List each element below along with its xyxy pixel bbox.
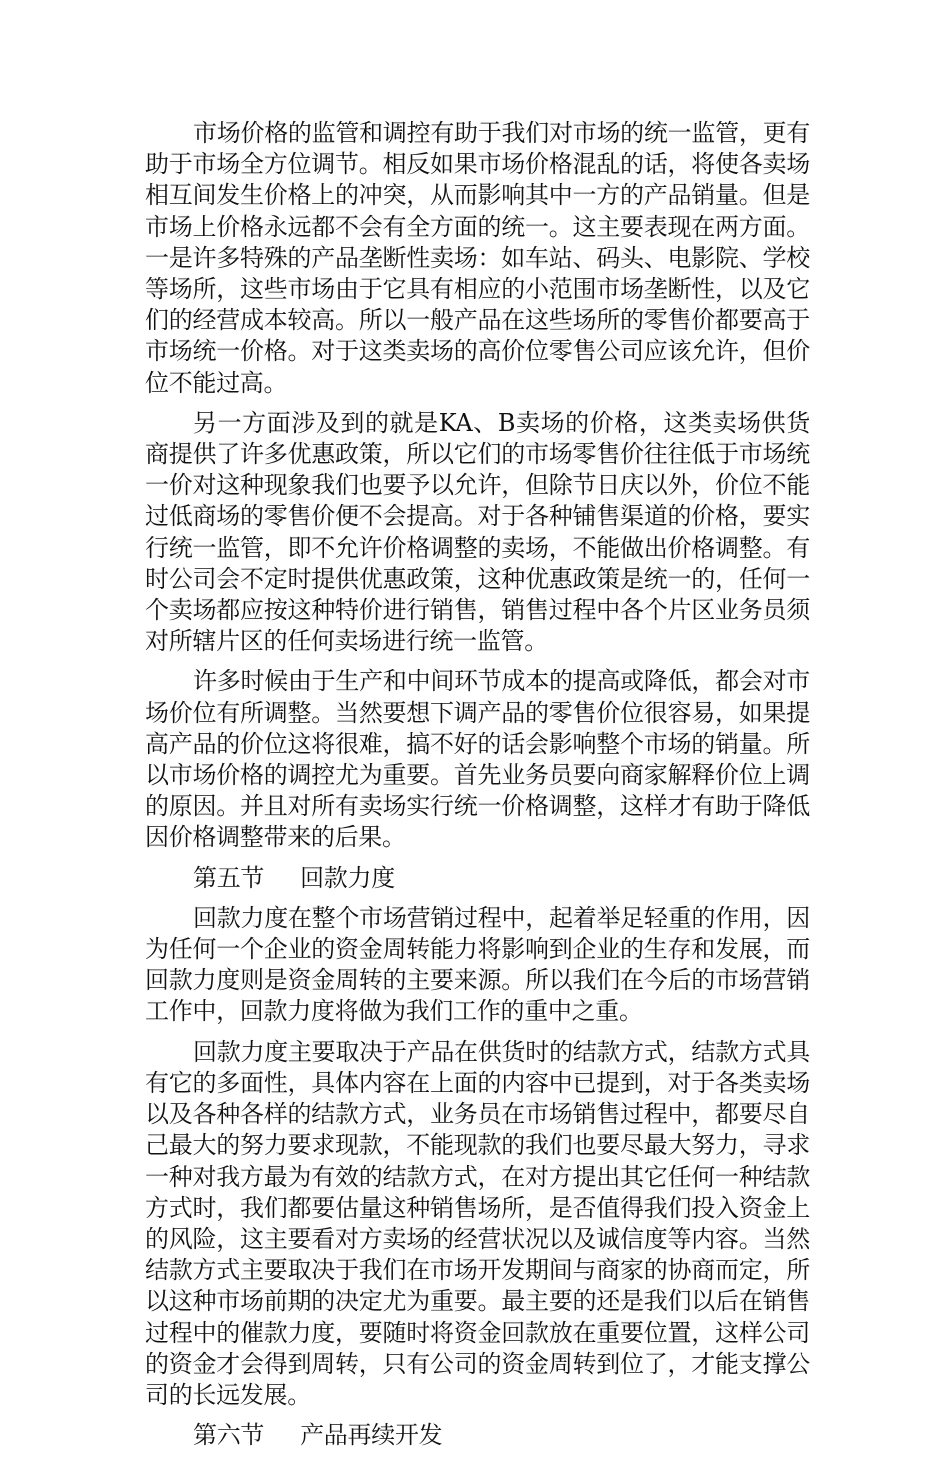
paragraph-ka-b-pricing: 另一方面涉及到的就是KA、B卖场的价格，这类卖场供货商提供了许多优惠政策，所以它们的市场零售价往往低于市场统一价对这种现象我们也要予以允许，但除节日庆以外，价位不能过低商场的零售价便不会提高。对于各种铺售渠道的价格，要实行统一监管，即不允许价格调整的卖场，不能做出价格调整。有时公司会不定时提供优惠政策，这种优惠政策是统一的，任何一个卖场都应按这种特价进行销售，销售过程中各个片区业务员须对所辖片区的任何卖场进行统一监管。: [145, 408, 810, 656]
section-number: 第五节: [193, 863, 265, 892]
section-number: 第六节: [193, 1421, 265, 1450]
section-title: 回款力度: [300, 863, 395, 892]
paragraph-price-adjustment: 许多时候由于生产和中间环节成本的提高或降低，都会对市场价位有所调整。当然要想下调产品的零售价位很容易，如果提高产品的价位这将很难，搞不好的话会影响整个市场的销量。所以市场价格的调控尤为重要。首先业务员要向商家解释价位上调的原因。并且对所有卖场实行统一价格调整，这样才有助于降低因价格调整带来的后果。: [145, 667, 810, 852]
paragraph-price-supervision: 市场价格的监管和调控有助于我们对市场的统一监管，更有助于市场全方位调节。相反如果市场价格混乱的话，将使各卖场相互间发生价格上的冲突，从而影响其中一方的产品销量。但是市场上价格永远都不会有全方面的统一。这主要表现在两方面。一是许多特殊的产品垄断性卖场：如车站、码头、电影院、学校等场所，这些市场由于它具有相应的小范围市场垄断性，以及它们的经营成本较高。所以一般产品在这些场所的零售价都要高于市场统一价格。对于这类卖场的高价位零售公司应该允许，但价位不能过高。: [145, 119, 810, 397]
section-heading-5: [145, 863, 810, 894]
paragraph-payment-importance: 回款力度在整个市场营销过程中，起着举足轻重的作用，因为任何一个企业的资金周转能力将影响到企业的生存和发展，而回款力度则是资金周转的主要来源。所以我们在今后的市场营销工作中，回款力度将做为我们工作的重中之重。: [145, 903, 810, 1026]
paragraph-payment-methods: 回款力度主要取决于产品在供货时的结款方式，结款方式具有它的多面性，具体内容在上面的内容中已提到，对于各类卖场以及各种各样的结款方式，业务员在市场销售过程中，都要尽自己最大的努力要求现款，不能现款的我们也要尽最大努力，寻求一种对我方最为有效的结款方式，在对方提出其它任何一种结款方式时，我们都要估量这种销售场所，是否值得我们投入资金上的风险，这主要看对方卖场的经营状况以及诚信度等内容。当然结款方式主要取决于我们在市场开发期间与商家的协商而定，所以这种市场前期的决定尤为重要。最主要的还是我们以后在销售过程中的催款力度，要随时将资金回款放在重要位置，这样公司的资金才会得到周转，只有公司的资金周转到位了，才能支撑公司的长远发展。: [145, 1037, 810, 1409]
section-title: 产品再续开发: [300, 1421, 443, 1450]
document-body: [145, 118, 810, 1460]
section-heading-6: [145, 1420, 810, 1451]
